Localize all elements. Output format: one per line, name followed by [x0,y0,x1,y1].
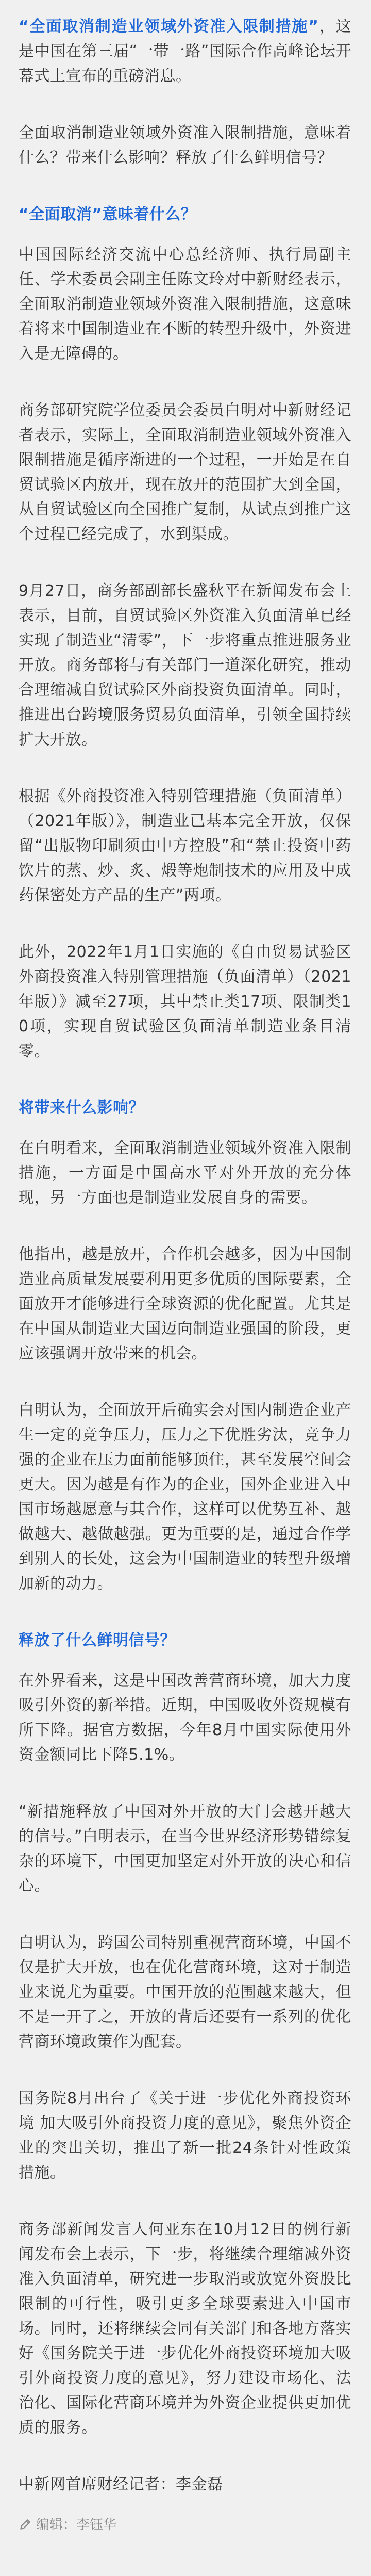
section-title-1: “全面取消”意味着什么？ [19,205,197,223]
section-title-2: 将带来什么影响？ [19,1099,144,1117]
paragraph: 9月27日，商务部副部长盛秋平在新闻发布会上表示，目前，自贸试验区外资准入负面清单已经实现了制造业“清零”，下一步将重点推进服务业开放。商务部将与有关部门一道深化研究，推动合理缩减自贸试验区外商投资负面清单。同时，推进出台跨境服务贸易负面清单，引领全国持续扩大开放。 [19,582,351,749]
paragraph: 白明认为，全面放开后确实会对国内制造企业产生一定的竞争压力，压力之下优胜劣汰，竞争力强的企业在压力面前能够顶住，甚至发展空间会更大。因为越是有作为的企业，国外企业进入中国市场越愿意与其合作，这样可以优势互补、越做越大、越做越强。更为重要的是，通过合作学到别人的长处，这会为中国制造业的转型升级增加新的动力。 [19,1401,351,1593]
lead-highlight: “全面取消制造业领域外资准入限制措施” [19,18,319,36]
paragraph: 在外界看来，这是中国改善营商环境，加大力度吸引外资的新举措。近期，中国吸收外资规模有所下降。据官方数据，今年8月中国实际使用外资金额同比下降5.1%。 [19,1672,351,1764]
paragraph: 商务部新闻发言人何亚东在10月12日的例行新闻发布会上表示，下一步，将继续合理缩减外资准入负面清单，研究进一步取消或放宽外资股比限制的可行性，吸引更多全球要素进入中国市场。同时，还将继续会同有关部门和各地方落实好《国务院关于进一步优化外商投资环境加大吸引外商投资力度的意见》，努力建设市场化、法治化、国际化营商环境并为外资企业提供更加优质的服务。 [19,2221,351,2437]
paragraph: 商务部研究院学位委员会委员白明对中新财经记者表示，实际上，全面取消制造业领域外资准入限制措施是循序渐进的一个过程，一开始是在自贸试验区内放开，现在放开的范围扩大到全国，从自贸试验区向全国推广复制，从试点到推广这个过程已经完成了，水到渠成。 [19,401,351,543]
paragraph: 此外，2022年1月1日实施的《自由贸易试验区外商投资准入特别管理措施（负面清单）（2021年版）》减至27项，其中禁止类17项、限制类10项，实现自贸试验区负面清单制造业条目清零。 [19,943,351,1060]
paragraph: 在白明看来，全面取消制造业领域外资准入限制措施，一方面是中国高水平对外开放的充分体现，另一方面也是制造业发展自身的需要。 [19,1139,351,1207]
paragraph: 中国国际经济交流中心总经济师、执行局副主任、学术委员会副主任陈文玲对中新财经表示，全面取消制造业领域外资准入限制措施，这意味着将来中国制造业在不断的转型升级中，外资进入是无障碍的。 [19,246,351,363]
paragraph: “新措施释放了中国对外开放的大门会越开越大的信号。”白明表示，在当今世界经济形势错综复杂的环境下，中国更加坚定对外开放的决心和信心。 [19,1803,351,1895]
paragraph: 他指出，越是放开，合作机会越多，因为中国制造业高质量发展要利用更多优质的国际要素，全面放开才能够进行全球资源的优化配置。尤其是在中国从制造业大国迈向制造业强国的阶段，更应该强调开放带来的机会。 [19,1245,351,1363]
pencil-icon [19,2518,32,2531]
section-title-3: 释放了什么鲜明信号？ [19,1631,176,1649]
paragraph: 白明认为，跨国公司特别重视营商环境，中国不仅是扩大开放，也在优化营商环境，这对于制造业来说尤为重要。中国开放的范围越来越大，但不是一开了之，开放的背后还要有一系列的优化营商环境政策作为配套。 [19,1934,351,2051]
lead-rest: ，这是中国在第三届“一带一路”国际合作高峰论坛开幕式上宣布的重磅消息。 [19,18,351,85]
paragraph: 国务院8月出台了《关于进一步优化外商投资环境 加大吸引外商投资力度的意见》，聚焦外资企业的突出关切，推出了新一批24条针对性政策措施。 [19,2089,351,2182]
intro-question: 全面取消制造业领域外资准入限制措施，意味着什么？带来什么影响？释放了什么鲜明信号？ [19,124,351,167]
author-line: 中新网首席财经记者：李金磊 [19,2475,223,2493]
editor-text: 编辑：李钰华 [36,2517,117,2533]
editor-line [19,2515,351,2535]
paragraph: 根据《外商投资准入特别管理措施（负面清单）（2021年版）》，制造业已基本完全开放，仅保留“出版物印刷须由中方控股”和“禁止投资中药饮片的蒸、炒、炙、煅等炮制技术的应用及中成药保密处方产品的生产”两项。 [19,787,351,904]
lead-paragraph [19,14,351,89]
